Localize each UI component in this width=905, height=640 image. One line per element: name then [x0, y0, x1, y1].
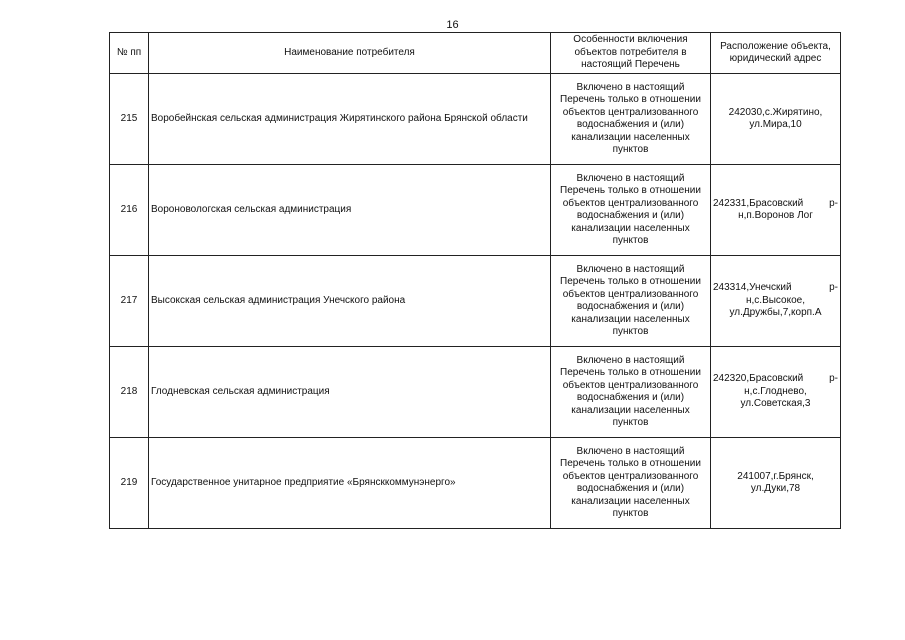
table-header-row: [110, 33, 841, 74]
row-num: 217: [110, 256, 149, 347]
address-line: 242030,с.Жирятино,: [728, 106, 823, 118]
row-address: [711, 74, 841, 165]
address-line: ул.Мира,10: [749, 119, 802, 130]
row-features: Включено в настоящий Перечень только в отношении объектов централизованного водоснабжения и (или) канализации населенных пунктов: [551, 438, 711, 529]
address-line: 241007,г.Брянск,: [737, 470, 814, 482]
table-row: [110, 256, 841, 347]
address-line: ул.Советская,3: [740, 398, 811, 410]
address-line: н,с.Высокое,: [746, 294, 805, 306]
row-features: Включено в настоящий Перечень только в отношении объектов централизованного водоснабжения и (или) канализации населенных пунктов: [551, 74, 711, 165]
header-features: Особенности включения объектов потребителя в настоящий Перечень: [551, 33, 711, 74]
row-features: Включено в настоящий Перечень только в отношении объектов централизованного водоснабжения и (или) канализации населенных пунктов: [551, 165, 711, 256]
row-name: Высокская сельская администрация Унечского района: [149, 256, 551, 347]
page-number: 16: [446, 19, 459, 31]
row-num: 215: [110, 74, 149, 165]
header-name: Наименование потребителя: [149, 33, 551, 74]
table-row: [110, 74, 841, 165]
address-line: н,п.Воронов Лог: [738, 210, 813, 221]
row-address: [711, 256, 841, 347]
row-features: Включено в настоящий Перечень только в отношении объектов централизованного водоснабжения и (или) канализации населенных пунктов: [551, 347, 711, 438]
row-name: Вороновологская сельская администрация: [149, 165, 551, 256]
table-row: [110, 438, 841, 529]
address-line: н,с.Глоднево,: [744, 385, 807, 397]
table-row: [110, 165, 841, 256]
row-name: Глодневская сельская администрация: [149, 347, 551, 438]
header-address: Расположение объекта, юридический адрес: [711, 33, 841, 74]
row-address: [711, 165, 841, 256]
consumers-table: [109, 32, 841, 529]
row-name: Воробейнская сельская администрация Жирятинского района Брянской области: [149, 74, 551, 165]
header-num: № пп: [110, 33, 149, 74]
address-line: 243314,Унечский р-: [713, 282, 838, 294]
row-address: [711, 438, 841, 529]
row-num: 216: [110, 165, 149, 256]
table-row: [110, 347, 841, 438]
address-line: 242320,Брасовский р-: [713, 373, 838, 385]
address-line: ул.Дуки,78: [750, 483, 801, 494]
row-name: Государственное унитарное предприятие «Брянсккоммунэнерго»: [149, 438, 551, 529]
address-line: 242331,Брасовский р-: [713, 197, 838, 209]
row-address: [711, 347, 841, 438]
address-line: ул.Дружбы,7,корп.А: [729, 307, 822, 319]
row-features: Включено в настоящий Перечень только в отношении объектов централизованного водоснабжения и (или) канализации населенных пунктов: [551, 256, 711, 347]
row-num: 218: [110, 347, 149, 438]
row-num: 219: [110, 438, 149, 529]
